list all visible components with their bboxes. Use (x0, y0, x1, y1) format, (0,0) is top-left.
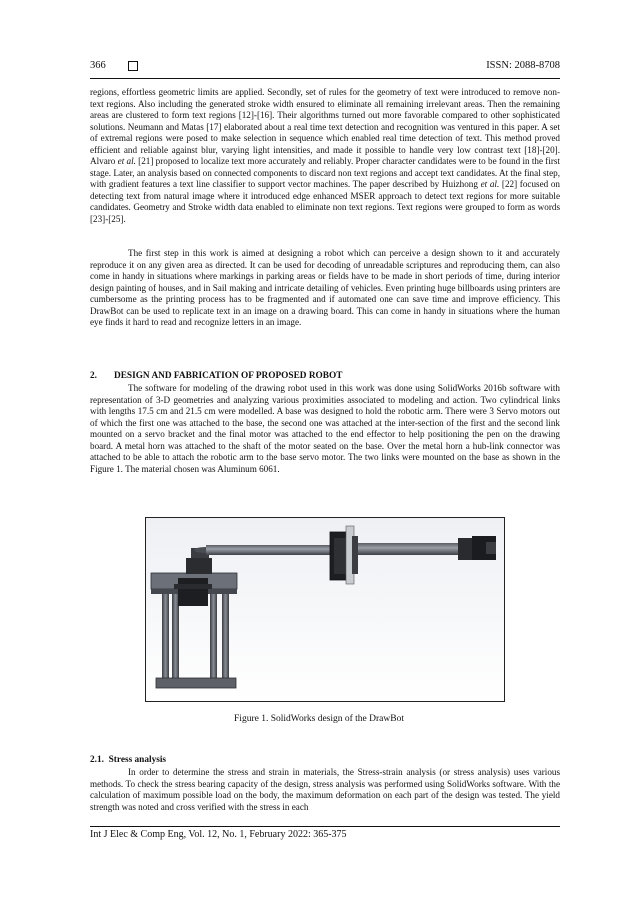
running-header (90, 60, 560, 74)
paragraph-2 (90, 248, 560, 329)
link-1-tube (206, 545, 338, 555)
section-2-number: 2. (90, 371, 97, 381)
section-2-1-number: 2.1. (90, 755, 104, 765)
paragraph-3 (90, 383, 560, 475)
footer-rule (90, 826, 560, 827)
drawbot-cad-render (146, 518, 504, 701)
page-number: 366 (90, 60, 106, 71)
middle-servo-bracket (330, 526, 358, 584)
p1b-text: [21] proposed to localize text more accurately and reliably. Proper character candidates were to be found in the first stage. Later, an analysis based on connected components to discard non text regions and accept text candidates. At the final step, with gradient features a text line classifier to support vector machines. The paper described by Huizhong (90, 156, 560, 189)
checkbox-square-icon (128, 61, 138, 71)
paragraph-1 (90, 87, 560, 225)
p1-etal-2: et al. (480, 179, 500, 189)
p1c-text: [22] focused on detecting text from natural image where it introduced edge enhanced MSER approach to detect text regions for more suitable candidates. Geometry and Stroke width data enabled to eliminate non text regions. Text regions were grouped to form as words [23]-[25]. (90, 179, 560, 224)
p2-text: The first step in this work is aimed at designing a robot which can perceive a design shown to it and accurately reproduce it on any given area as directed. It can be used for decoding of unreadable scriptures and reproducing them, can also come in handy in situations where markings in parking areas or fields have to be made in short periods of time, during interior design painting of houses, and in Sail making and intricate detailing of vehicles. Even printing huge billboards using printers are cumbersome as the printing process has to be fragmented and if automated one can save time and improve efficiency. This DrawBot can be used to replicate text in an image on a drawing board. This can come in handy in situations where the human eye finds it hard to read and recognize letters in an image. (90, 248, 560, 327)
section-2-heading (90, 371, 342, 381)
p1-etal: et al. (117, 156, 136, 166)
figure-1-caption: Figure 1. SolidWorks design of the DrawBot (234, 714, 404, 724)
section-2-title: DESIGN AND FABRICATION OF PROPOSED ROBOT (114, 371, 343, 381)
section-2-1-heading (90, 755, 166, 765)
issn: ISSN: 2088-8708 (486, 60, 560, 71)
p4-text: In order to determine the stress and strain in materials, the Stress-strain analysis (or stress analysis) uses various methods. To check the stress bearing capacity of the design, stress analysis was performed using SolidWorks software. With the calculation of maximum possible load on the body, the maximum deformation on each part of the design was tested. The yield strength was noted and cross verified with the stress in each (90, 767, 560, 812)
p1-text: regions, effortless geometric limits are applied. Secondly, set of rules for the geometry of text were introduced to remove non-text regions. Also including the generated stroke width ensured to eliminate all remaining irrelevant areas. Then the remaining areas are clustered to form text regions [12]-[16]. Their algorithms turned out more favorable compared to other sophisticated solutions. Neumann and Matas [17] elaborated about a real time text detection and recognition was ventured in this paper. A set of extremal regions were posed to make selection in sequence which enabled real time detection of text. This method proved efficient and reliable against blur, varying light intensities, and made it possible to handle very low contrast text [18]-[20]. Alvaro (90, 87, 560, 166)
running-footer: Int J Elec & Comp Eng, Vol. 12, No. 1, February 2022: 365-375 (90, 829, 347, 840)
figure-1 (145, 517, 505, 702)
header-rule (90, 78, 560, 79)
end-effector (458, 536, 496, 560)
p3-text: The software for modeling of the drawing robot used in this work was done using SolidWorks 2016b software with representation of 3-D geometries and analyzing various proximities associated to modeling and action. Two cylindrical links with lengths 17.5 cm and 21.5 cm were modelled. A base was designed to hold the robotic arm. There were 3 Servo motors out of which the first one was attached to the base, the second one was attached at the inter-section of the first and the second link mounted on a servo bracket and the final motor was attached to the end effector to help positioning the pen on the drawing board. A metal horn was attached to the shaft of the motor seated on the base. Over the metal horn a hub-link connector was attached to be able to attach the robotic arm to the base servo motor. The two links were mounted on the base as shown in the Figure 1. The material chosen was Aluminum 6061. (90, 383, 560, 474)
link-2-tube (358, 543, 460, 555)
section-2-1-title: Stress analysis (108, 755, 167, 765)
paragraph-4 (90, 767, 560, 813)
